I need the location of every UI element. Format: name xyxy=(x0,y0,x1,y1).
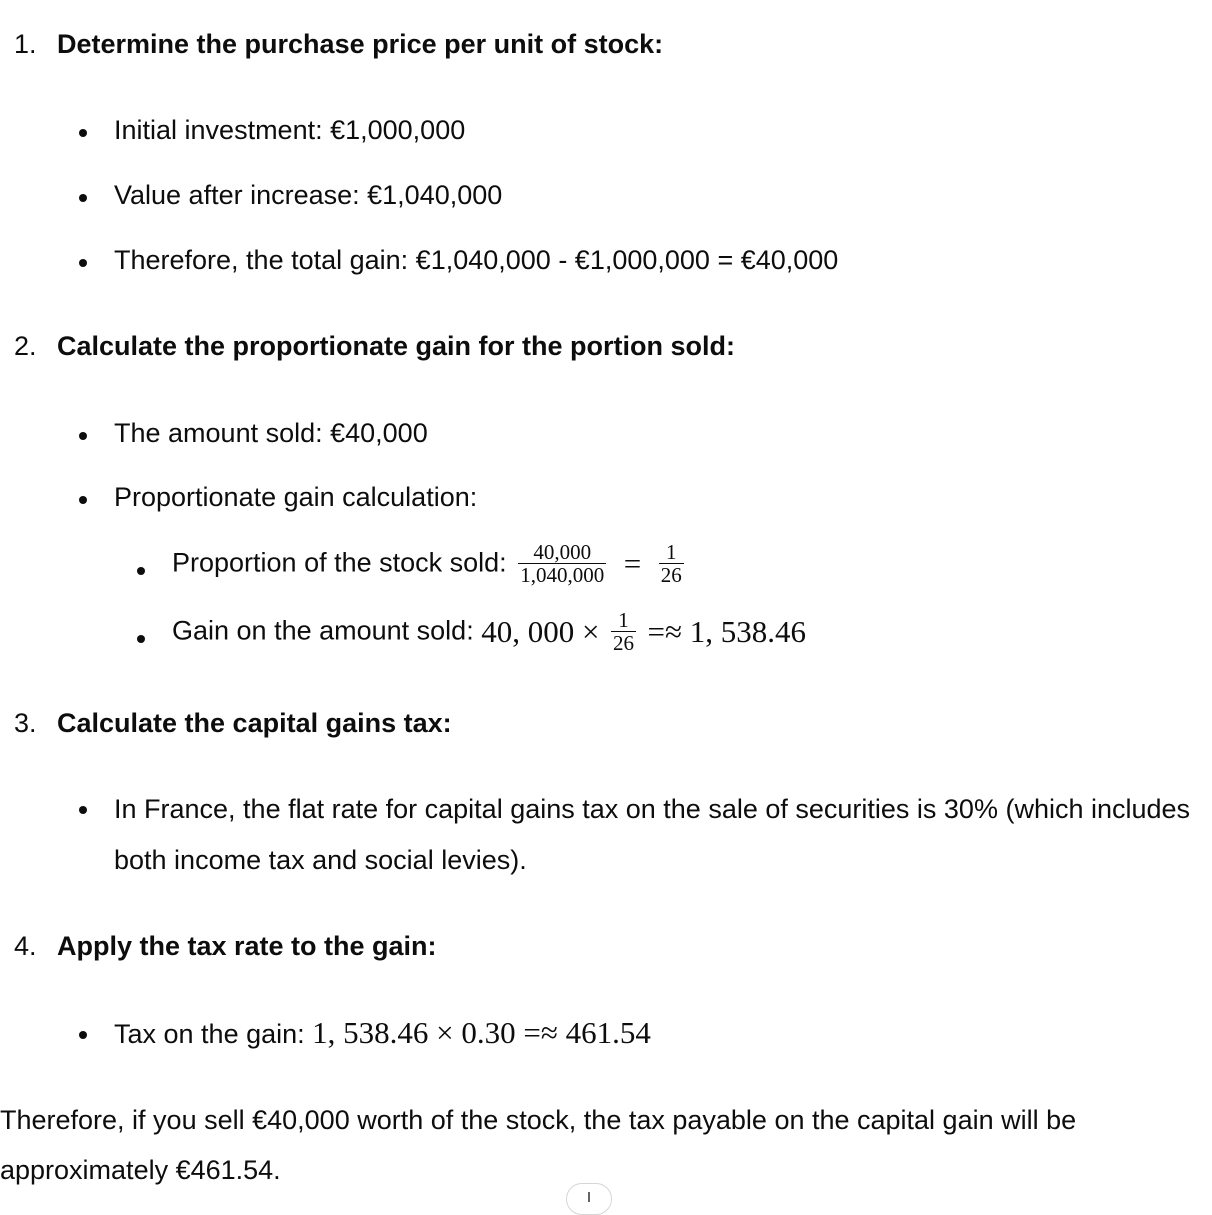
bullet-icon xyxy=(79,432,87,440)
fraction-denominator: 26 xyxy=(612,631,634,656)
fraction-numerator: 1 xyxy=(659,541,684,564)
list-item-text: Value after increase: €1,040,000 xyxy=(114,180,503,210)
scroll-down-button[interactable] xyxy=(566,1183,612,1215)
step-number: 4. xyxy=(14,931,37,961)
bullet-icon xyxy=(79,194,87,202)
gain-label: Gain on the amount sold: xyxy=(172,615,474,646)
list-item-text: In France, the flat rate for capital gains tax on the sale of securities is 30% (which includes both income tax and social levies). xyxy=(114,794,1191,875)
fraction-numerator: 40,000 xyxy=(518,541,606,564)
step-number: 3. xyxy=(14,708,37,738)
list-item-text: Initial investment: €1,000,000 xyxy=(114,115,466,145)
step-title: Apply the tax rate to the gain: xyxy=(57,931,437,961)
fraction-denominator: 1,040,000 xyxy=(520,563,605,588)
equals-sign: = xyxy=(623,545,642,581)
gain-fraction xyxy=(611,609,636,654)
bullet-icon xyxy=(79,496,87,504)
tax-expression: 1, 538.46 × 0.30 =≈ 461.54 xyxy=(312,1015,651,1050)
list-item-text: Proportionate gain calculation: xyxy=(114,482,478,512)
tax-line xyxy=(114,1011,651,1054)
fraction-numerator: 1 xyxy=(611,609,636,632)
fraction-denominator: 26 xyxy=(660,563,682,588)
gain-expression-lhs: 40, 000 × xyxy=(481,613,600,649)
step-title: Calculate the capital gains tax: xyxy=(57,708,452,738)
proportion-label: Proportion of the stock sold: xyxy=(172,547,507,578)
step-title: Calculate the proportionate gain for the portion sold: xyxy=(57,331,736,361)
conclusion-paragraph: Therefore, if you sell €40,000 worth of the stock, the tax payable on the capital gain will be approximately €461.54. xyxy=(0,1105,1077,1185)
step-number: 2. xyxy=(14,331,37,361)
proportion-line xyxy=(172,541,688,586)
bullet-icon xyxy=(79,806,87,814)
tax-label: Tax on the gain: xyxy=(114,1019,305,1049)
simplified-fraction xyxy=(659,541,684,586)
gain-expression-rhs: =≈ 1, 538.46 xyxy=(647,613,806,649)
bullet-icon xyxy=(137,567,145,575)
step-number: 1. xyxy=(14,29,37,59)
gain-line xyxy=(172,609,806,654)
bullet-icon xyxy=(137,635,145,643)
proportion-fraction xyxy=(518,541,606,586)
list-item-text: Therefore, the total gain: €1,040,000 - €1,000,000 = €40,000 xyxy=(114,245,839,275)
bullet-icon xyxy=(79,259,87,267)
step-title: Determine the purchase price per unit of stock: xyxy=(57,29,664,59)
list-item-text: The amount sold: €40,000 xyxy=(114,418,428,448)
bullet-icon xyxy=(79,1031,87,1039)
bullet-icon xyxy=(79,129,87,137)
